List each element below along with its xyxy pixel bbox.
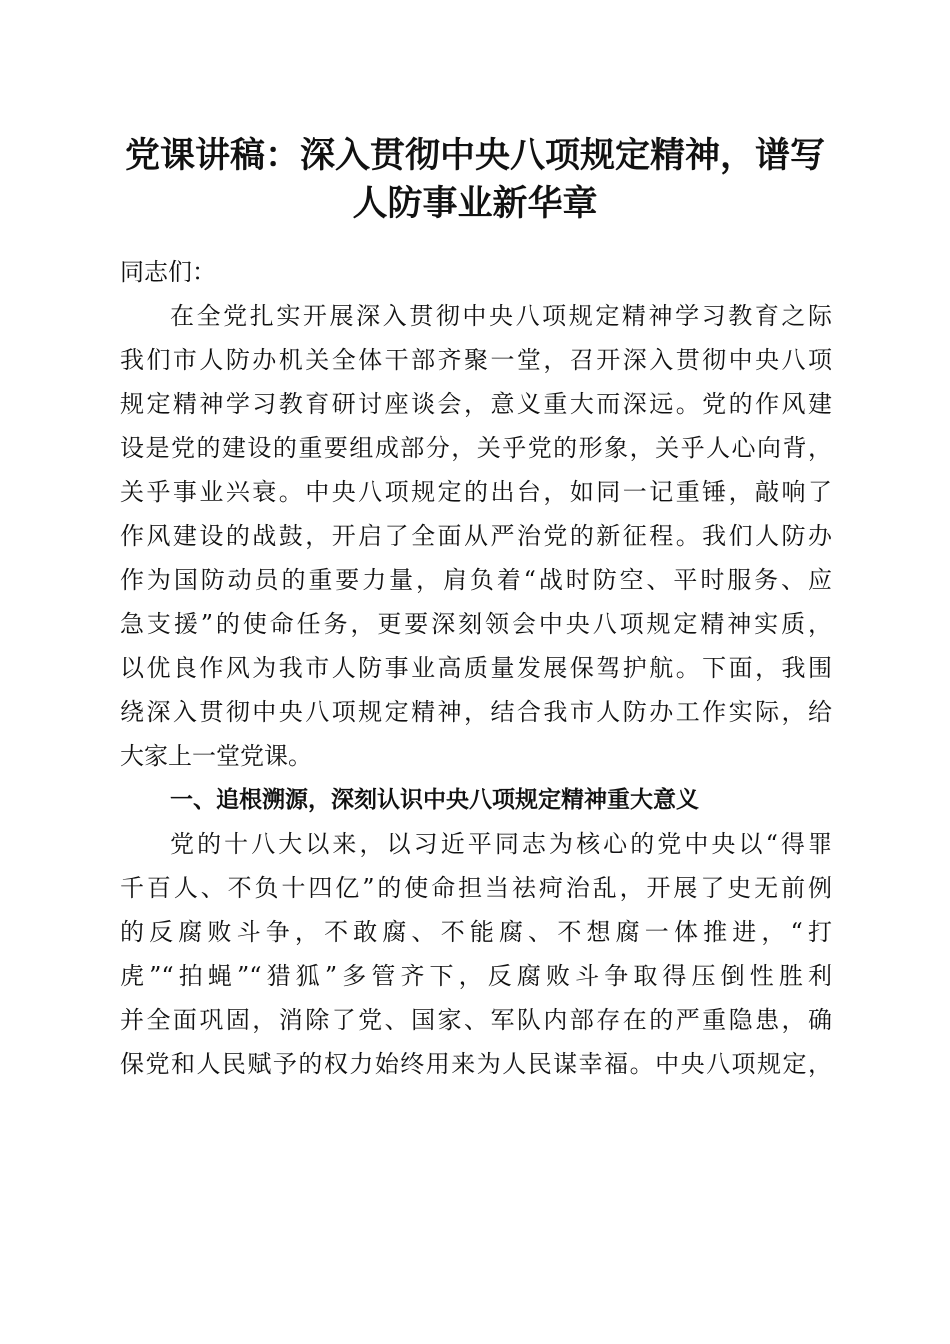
paragraph-1 bbox=[120, 294, 832, 778]
paragraph-line: 虎”“拍蝇”“猎狐”多管齐下，反腐败斗争取得压倒性胜利 bbox=[120, 962, 832, 990]
paragraph-line: 千百人、不负十四亿”的使命担当祛疴治乱，开展了史无前例 bbox=[120, 874, 832, 902]
paragraph-line: 党的十八大以来，以习近平同志为核心的党中央以“得罪 bbox=[170, 830, 832, 858]
paragraph-line: 保党和人民赋予的权力始终用来为人民谋幸福。中央八项规定， bbox=[120, 1050, 832, 1078]
paragraph-line: 大家上一堂党课。 bbox=[120, 742, 312, 770]
paragraph-line: 在全党扎实开展深入贯彻中央八项规定精神学习教育之际 bbox=[170, 302, 832, 330]
paragraph-line: 设是党的建设的重要组成部分，关乎党的形象，关乎人心向背， bbox=[120, 434, 832, 462]
paragraph-line: 作为国防动员的重要力量，肩负着“战时防空、平时服务、应 bbox=[120, 566, 832, 594]
document-body bbox=[120, 250, 832, 1086]
document-title bbox=[100, 132, 850, 228]
title-line-2: 人防事业新华章 bbox=[352, 184, 598, 224]
paragraph-2 bbox=[120, 822, 832, 1086]
title-line-1: 党课讲稿：深入贯彻中央八项规定精神，谱写 bbox=[124, 136, 825, 176]
salutation: 同志们： bbox=[120, 258, 216, 286]
section-heading: 一、追根溯源，深刻认识中央八项规定精神重大意义 bbox=[170, 787, 699, 813]
paragraph-line: 并全面巩固，消除了党、国家、军队内部存在的严重隐患，确 bbox=[120, 1006, 832, 1034]
paragraph-line: 作风建设的战鼓，开启了全面从严治党的新征程。我们人防办 bbox=[120, 522, 832, 550]
paragraph-line: 绕深入贯彻中央八项规定精神，结合我市人防办工作实际，给 bbox=[120, 698, 832, 726]
paragraph-line: 的反腐败斗争，不敢腐、不能腐、不想腐一体推进，“打 bbox=[120, 918, 832, 946]
paragraph-line: 关乎事业兴衰。中央八项规定的出台，如同一记重锤，敲响了 bbox=[120, 478, 832, 506]
paragraph-line: 规定精神学习教育研讨座谈会，意义重大而深远。党的作风建 bbox=[120, 390, 832, 418]
paragraph-line: 急支援”的使命任务，更要深刻领会中央八项规定精神实质， bbox=[120, 610, 832, 638]
paragraph-line: 我们市人防办机关全体干部齐聚一堂，召开深入贯彻中央八项 bbox=[120, 346, 832, 374]
paragraph-line: 以优良作风为我市人防事业高质量发展保驾护航。下面，我围 bbox=[120, 654, 832, 682]
